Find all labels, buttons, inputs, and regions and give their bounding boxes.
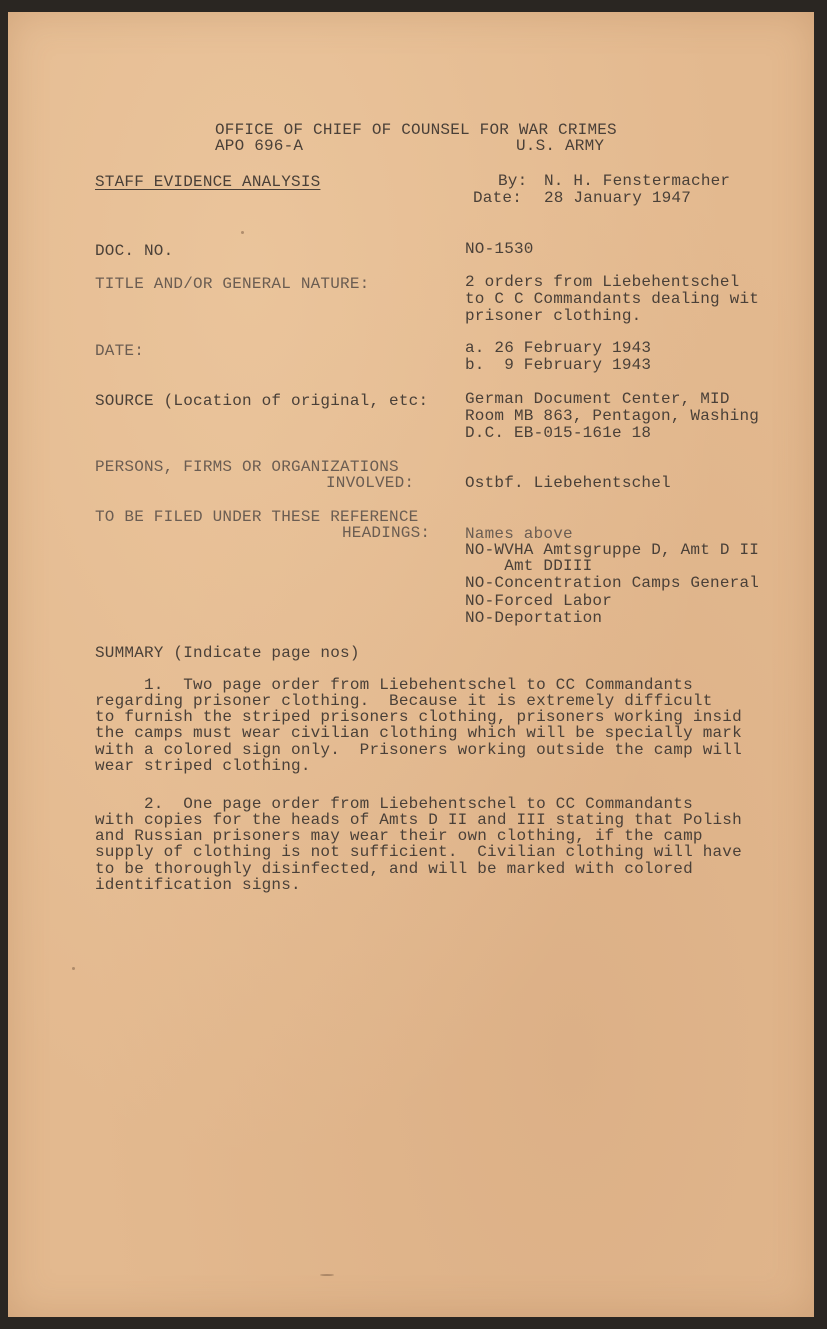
office-heading: OFFICE OF CHIEF OF COUNSEL FOR WAR CRIMES <box>215 121 617 139</box>
summary-para1-line: regarding prisoner clothing. Because it is extremely difficult <box>95 692 713 710</box>
persons-label: PERSONS, FIRMS OR ORGANIZATIONS <box>95 458 399 476</box>
source-line: D.C. EB-015-161e 18 <box>465 424 652 442</box>
persons-label: INVOLVED: <box>326 474 415 492</box>
paper-speck <box>320 1274 334 1276</box>
summary-para1-line: wear striped clothing. <box>95 757 311 775</box>
date-value: 28 January 1947 <box>544 189 692 207</box>
summary-heading: SUMMARY (Indicate page nos) <box>95 644 360 662</box>
army-line: U.S. ARMY <box>516 137 605 155</box>
summary-para1-line: with a colored sign only. Prisoners working outside the camp will <box>95 741 742 759</box>
summary-para1-line: 1. Two page order from Liebehentschel to CC Commandants <box>95 676 693 694</box>
summary-para2-line: and Russian prisoners may wear their own clothing, if the camp <box>95 827 703 845</box>
summary-para2-line: with copies for the heads of Amts D II and III stating that Polish <box>95 811 742 829</box>
summary-para2-line: supply of clothing is not sufficient. Civilian clothing will have <box>95 843 742 861</box>
summary-para2-line: 2. One page order from Liebehentschel to CC Commandants <box>95 795 693 813</box>
filed-under-line: NO-Forced Labor <box>465 592 613 610</box>
date-field-line: a. 26 February 1943 <box>465 339 652 357</box>
summary-para2-line: identification signs. <box>95 876 301 894</box>
filed-under-label: HEADINGS: <box>342 524 431 542</box>
persons-value: Ostbf. Liebehentschel <box>465 474 671 492</box>
date-label: Date: <box>473 189 523 207</box>
by-label: By: <box>498 172 528 190</box>
source-label: SOURCE (Location of original, etc: <box>95 392 429 410</box>
paper-speck <box>72 967 75 970</box>
title-line: to C C Commandants dealing wit <box>465 290 760 308</box>
filed-under-line: NO-WVHA Amtsgruppe D, Amt D II <box>465 541 760 559</box>
filed-under-label: TO BE FILED UNDER THESE REFERENCE <box>95 508 419 526</box>
by-value: N. H. Fenstermacher <box>544 172 731 190</box>
filed-under-line: Names above <box>465 525 573 543</box>
source-line: Room MB 863, Pentagon, Washing <box>465 407 760 425</box>
source-line: German Document Center, MID <box>465 390 730 408</box>
summary-para1-line: to furnish the striped prisoners clothing, prisoners working insid <box>95 708 742 726</box>
title-line: 2 orders from Liebehentschel <box>465 273 740 291</box>
title-line: prisoner clothing. <box>465 307 642 325</box>
doc-no-value: NO-1530 <box>465 240 534 258</box>
filed-under-line: NO-Concentration Camps General <box>465 574 760 592</box>
analysis-title: STAFF EVIDENCE ANALYSIS <box>95 173 321 191</box>
paper-speck <box>241 231 244 234</box>
filed-under-line: NO-Deportation <box>465 609 603 627</box>
date-field-label: DATE: <box>95 342 145 360</box>
document-page <box>8 12 814 1317</box>
summary-para1-line: the camps must wear civilian clothing which will be specially mark <box>95 724 742 742</box>
date-field-line: b. 9 February 1943 <box>465 356 652 374</box>
title-label: TITLE AND/OR GENERAL NATURE: <box>95 275 370 293</box>
apo-line: APO 696-A <box>215 137 304 155</box>
summary-para2-line: to be thoroughly disinfected, and will be marked with colored <box>95 860 693 878</box>
doc-no-label: DOC. NO. <box>95 242 174 260</box>
filed-under-line: Amt DDIII <box>465 557 593 575</box>
